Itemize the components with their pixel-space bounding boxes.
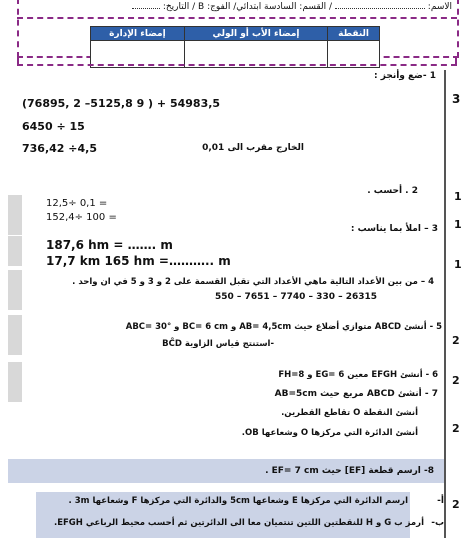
ex5-bg — [8, 315, 22, 355]
eval-col-parent: إمضاء الأب أو الولي — [184, 27, 327, 41]
group-value: B — [198, 2, 205, 12]
eval-col-grade: النقطة — [328, 27, 380, 41]
ex7-text: 7 - أنشئ ABCD مربع حيث AB=5cm — [274, 389, 438, 399]
points-ex7: 2 — [452, 422, 460, 435]
header-row — [132, 2, 452, 12]
ex2-title: 2 . أحسب . — [367, 186, 418, 196]
ex1-line3: 736,42 ÷4,5 — [22, 142, 97, 155]
ex2-line2: 152,4÷ 100 = — [46, 212, 117, 223]
grading-margin-line — [444, 70, 446, 538]
ex8-a: ارسم الدائرة التي مركزها E وشعاعها 5cm والدائرة التي مركزها F وشعاعها 3m . — [68, 496, 408, 506]
ex4-bg — [8, 270, 22, 310]
points-ex6: 2 — [452, 374, 460, 387]
ex5-text: 5 - أنشئ ABCD متوازي أضلاع حيث AB= 4,5cm و BC= 6 cm و ABC= 30° — [125, 322, 442, 332]
ex7-item-b: أنشئ الدائرة التي مركزها O وشعاعها OB. — [241, 428, 418, 438]
ex6-text: 6 - أنشئ EFGH معين EG= 6 و FH=8 — [278, 370, 438, 380]
ex2-bg — [8, 195, 22, 235]
points-ex1: 3 — [452, 92, 461, 106]
points-ex4: 1 — [454, 258, 462, 271]
ex6-bg — [8, 362, 22, 402]
ex1-line1: (76895, 2 –5125,8 9 ) + 54983,5 — [22, 97, 221, 110]
points-ex2: 1 — [454, 190, 462, 203]
section-label: / القسم: السادسة ابتدائي/ الفوج: — [207, 2, 333, 12]
ex3-title: 3 – املأ بما يناسب : — [350, 224, 438, 234]
header-divider — [17, 17, 457, 19]
ex7-item-a: أنشئ النقطة O تقاطع القطرين. — [281, 408, 418, 418]
ex8-text: 8- ارسم قطعة [EF] حيث EF= 7 cm . — [265, 466, 434, 476]
ex1-note: الخارج مقرب الى 0,01 — [202, 143, 304, 153]
name-label: الاسم: — [427, 2, 452, 12]
right-margin-dash — [455, 56, 457, 66]
ex2-line1: 12,5÷ 0,1 = — [46, 198, 108, 209]
eval-col-admin: إمضاء الإدارة — [91, 27, 185, 41]
points-ex5: 2 — [452, 334, 460, 347]
ex8-b: أرمز ب G و H للنقطتين اللتين تنتميان معا الى الدائرتين ثم أحسب محيط الرباعي EFGH. — [53, 518, 424, 528]
ex4-numbers: 550 – 7651 – 7740 – 330 – 26315 — [215, 292, 378, 302]
header-bottom-dash — [17, 64, 457, 66]
ex1-title: 1 -ضع وأنجز : — [374, 71, 436, 81]
ex1-line2: 6450 ÷ 15 — [22, 120, 85, 133]
ex8-a-label: أ- — [437, 496, 444, 506]
ex8-b-label: ب- — [431, 518, 444, 528]
points-ex8: 2 — [452, 498, 460, 511]
date-label: / التاريخ: — [162, 2, 196, 12]
ex3-line2: 17,7 km 165 hm =……….. m — [46, 254, 231, 268]
points-ex3: 1 — [454, 218, 462, 231]
ex3-bg — [8, 236, 22, 266]
left-margin-dash — [17, 56, 19, 66]
ex4-text: 4 – من بين الأعداد التالية ماهي الأعداد التي تقبل القسمة على 2 و 3 و 5 في ان واحد . — [72, 277, 434, 287]
evaluation-table — [90, 26, 380, 68]
ex3-line1: 187,6 hm = ……. m — [46, 238, 173, 252]
ex5-sub: -استنتج قياس الزاوية BĈD — [162, 339, 274, 349]
